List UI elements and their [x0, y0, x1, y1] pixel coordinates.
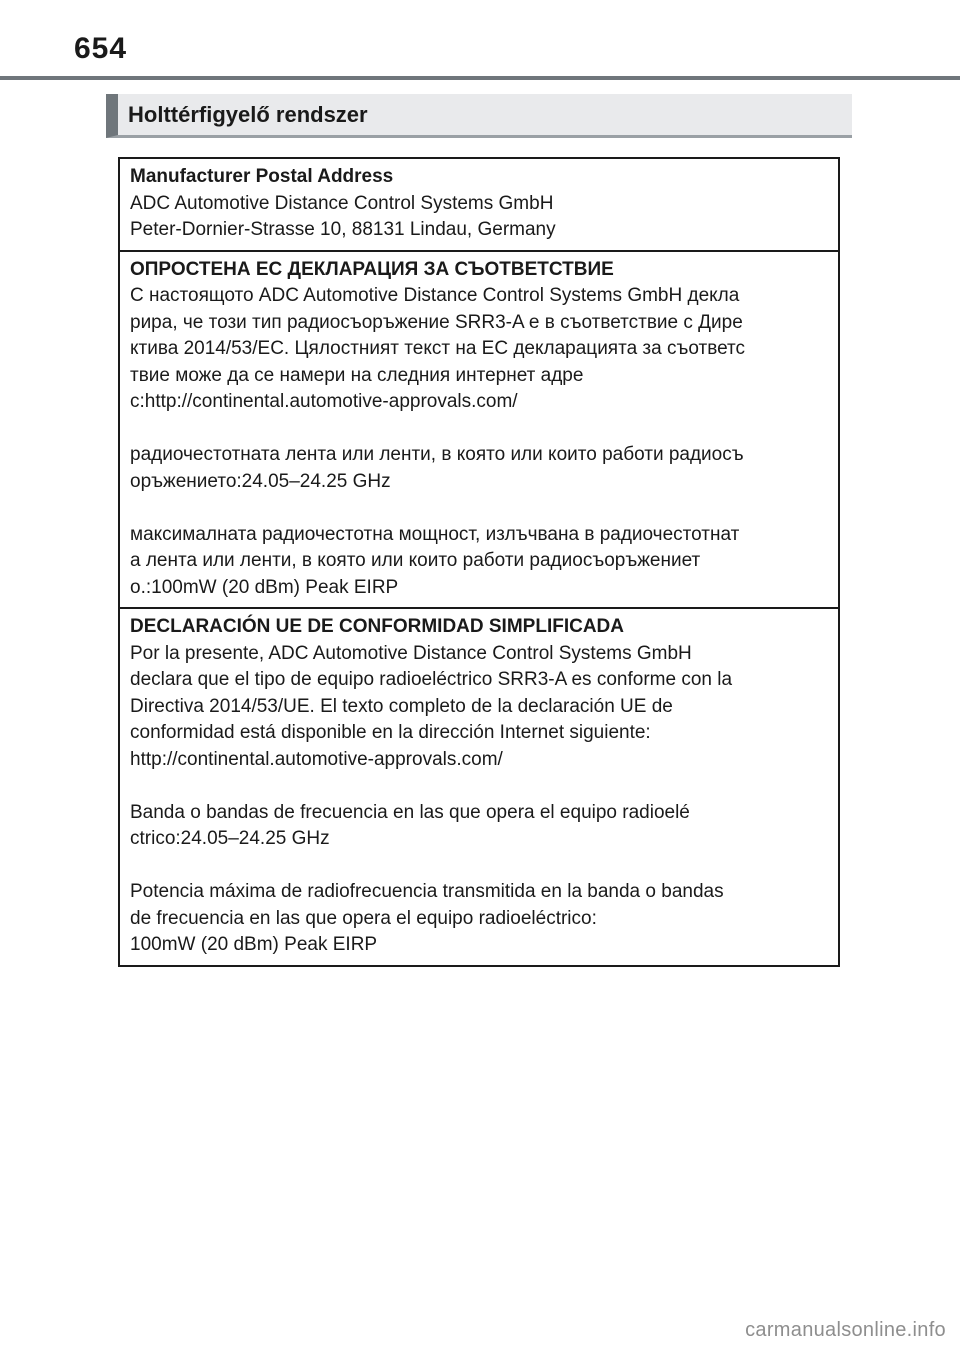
cell-line: ctrico:24.05–24.25 GHz	[130, 828, 330, 849]
cell-line: максималната радиочестотна мощност, излъчвана в радиочестотнат	[130, 523, 740, 545]
cell-line: Directiva 2014/53/UE. El texto completo de la declaración UE de	[130, 695, 673, 717]
cell-line: ADC Automotive Distance Control Systems GmbH	[130, 192, 554, 214]
cell-line: ктива 2014/53/ЕС. Цялостният текст на ЕС декларацията за съответс	[130, 338, 746, 359]
section-header	[106, 94, 852, 138]
cell-line: а лента или ленти, в която или които работи радиосъоръжениет	[130, 550, 701, 571]
cell-line: С настоящото ADC Automotive Distance Control Systems GmbH декла	[130, 285, 740, 306]
paragraph-gap	[130, 773, 828, 800]
cell-line: declara que el tipo de equipo radioeléctrico SRR3-A es conforme con la	[130, 669, 733, 690]
cell-line: c:http://continental.automotive-approvals.com/	[130, 391, 518, 412]
cell-line: de frecuencia en las que opera el equipo radioeléctrico:	[130, 907, 597, 929]
spanish-declaration-cell	[120, 607, 838, 965]
cell-line: рира, че този тип радиосъоръжение SRR3-A е в съответствие с Дире	[130, 311, 743, 333]
cell-line: радиочестотната лента или ленти, в която или които работи радиосъ	[130, 444, 744, 465]
header-divider	[0, 76, 960, 80]
cell-line: conformidad está disponible en la dirección Internet siguiente:	[130, 722, 651, 743]
manufacturer-address-cell	[120, 159, 838, 250]
cell-line: твие може да се намери на следния интернет адре	[130, 364, 584, 386]
paragraph-gap	[130, 853, 828, 880]
cell-line: http://continental.automotive-approvals.com/	[130, 748, 503, 770]
declaration-table	[118, 157, 840, 967]
section-title: Holttérfigyelő rendszer	[128, 102, 368, 127]
cell-line: оръжението:24.05–24.25 GHz	[130, 470, 391, 492]
cell-line: о.:100mW (20 dBm) Peak EIRP	[130, 576, 399, 598]
cell-line: 100mW (20 dBm) Peak EIRP	[130, 934, 378, 955]
paragraph-gap	[130, 495, 828, 522]
cell-heading: ОПРОСТЕНА ЕС ДЕКЛАРАЦИЯ ЗА СЪОТВЕТСТВИЕ	[130, 258, 614, 280]
cell-heading: DECLARACIÓN UE DE CONFORMIDAD SIMPLIFICADA	[130, 616, 624, 637]
cell-heading: Manufacturer Postal Address	[130, 166, 394, 187]
site-watermark: carmanualsonline.info	[745, 1319, 946, 1341]
cell-line: Banda o bandas de frecuencia en las que opera el equipo radioelé	[130, 801, 690, 823]
page-number: 654	[74, 32, 128, 65]
cell-line: Potencia máxima de radiofrecuencia transmitida en la banda o bandas	[130, 881, 724, 902]
paragraph-gap	[130, 416, 828, 443]
cell-line: Peter-Dornier-Strasse 10, 88131 Lindau, Germany	[130, 219, 556, 240]
cell-line: Por la presente, ADC Automotive Distance Control Systems GmbH	[130, 642, 692, 664]
bulgarian-declaration-cell	[120, 250, 838, 608]
